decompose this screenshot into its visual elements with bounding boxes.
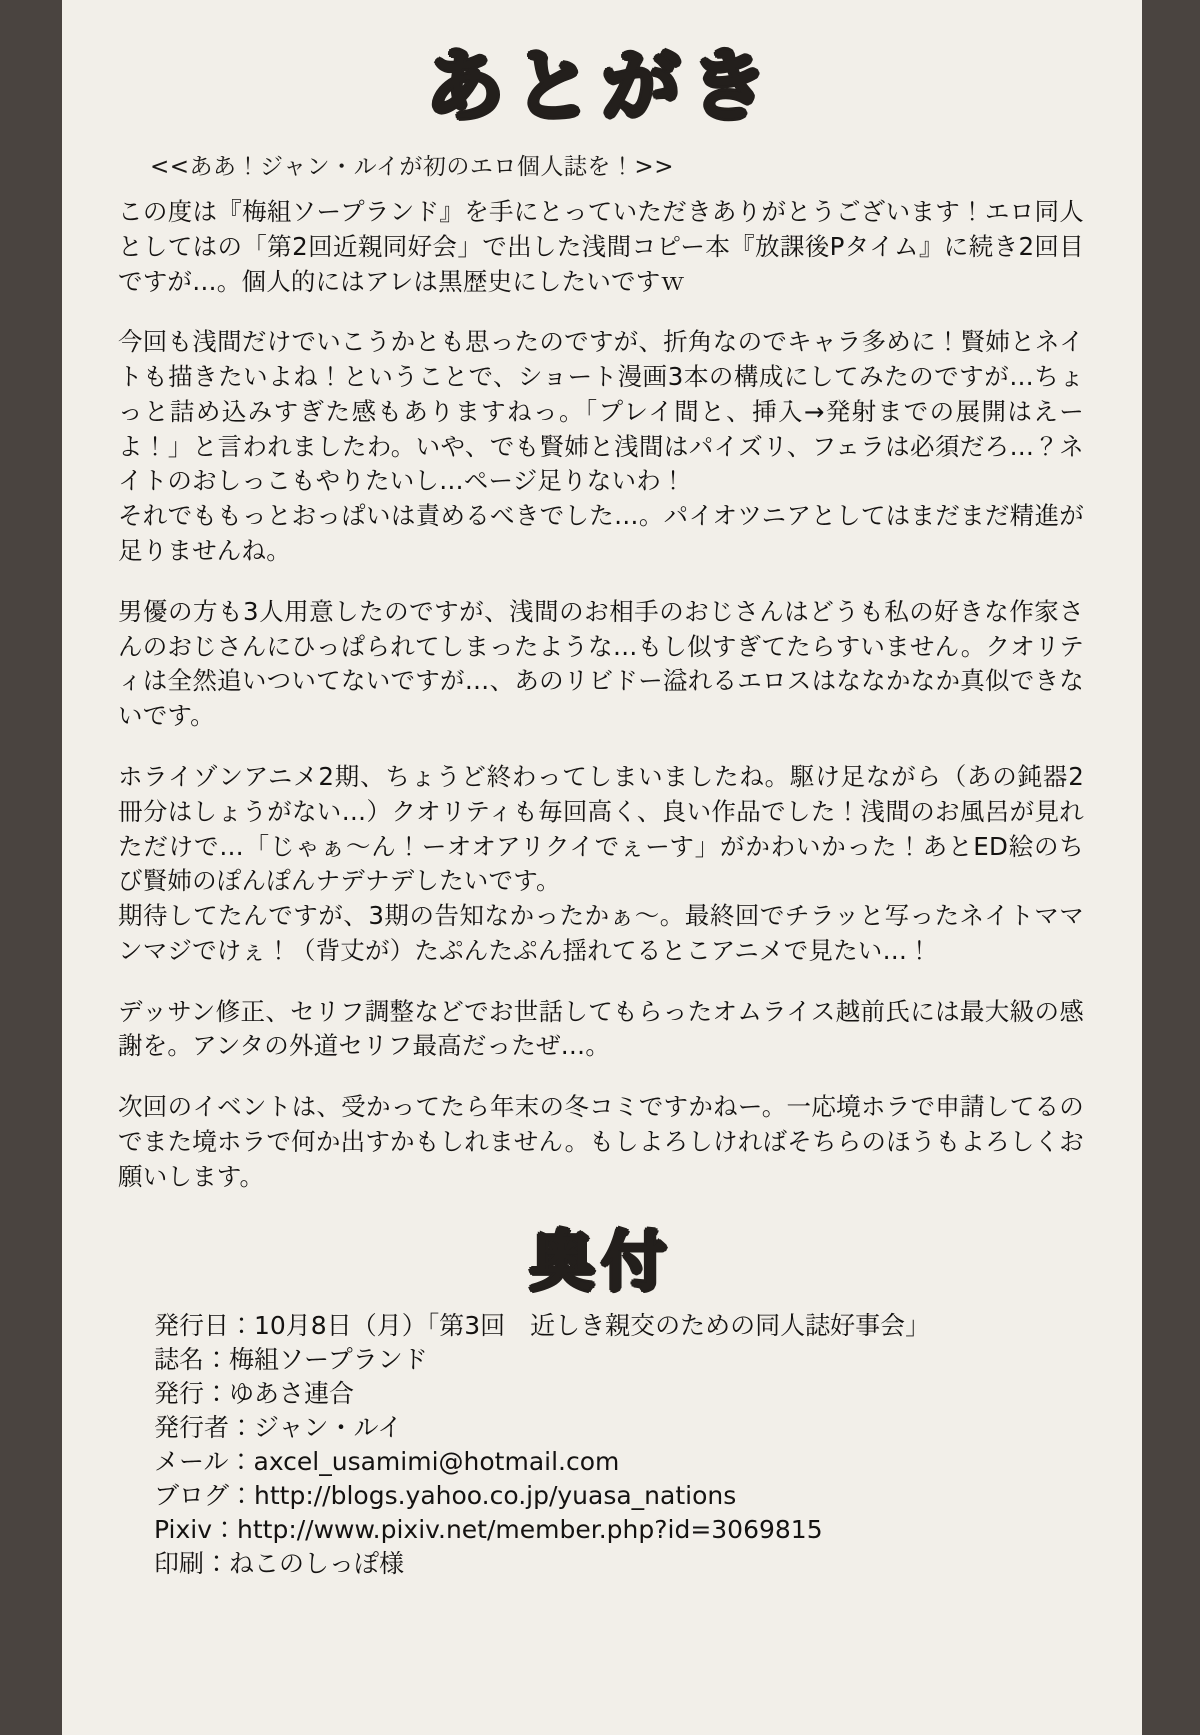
colophon-author: 発行者：ジャン・ルイ: [154, 1412, 403, 1442]
colophon-printer: 印刷：ねこのしっぽ様: [154, 1548, 405, 1578]
paragraph-6: 期待してたんですが、3期の告知なかったかぁ～。最終回でチラッと写ったネイトママンマジでけぇ！（背丈が）たぷんたぷん揺れてるとこアニメで見たい…！: [118, 901, 1084, 965]
colophon-publication-date: 発行日：10月8日（月）「第3回 近しき親交のための同人誌好事会」: [154, 1310, 931, 1340]
paragraph-2: 今回も浅間だけでいこうかとも思ったのですが、折角なのでキャラ多めに！賢姉とネイトも描きたいよね！ということで、ショート漫画3本の構成にしてみたのですが…ちょっと詰め込みすぎた感もありますねっ。「プレイ間と、挿入→発射までの展開はえーよ！」と言われましたわ。いや、でも賢姉と浅間はパイズリ、フェラは必須だろ…？ネイトのおしっこもやりたいし…ページ足りないわ！: [118, 327, 1084, 496]
colophon-email: メール：axcel_usamimi@hotmail.com: [154, 1446, 620, 1476]
colophon-heading-container: [62, 1221, 1142, 1300]
colophon-list: [62, 1309, 1142, 1581]
paragraph-7: デッサン修正、セリフ調整などでお世話してもらったオムライス越前氏には最大級の感謝を。アンタの外道セリフ最高だったぜ…。: [118, 996, 1084, 1061]
afterword-subtitle: <<ああ！ジャン・ルイが初のエロ個人誌を！>>: [150, 154, 674, 180]
document-page: [62, 0, 1142, 1735]
colophon-blog: ブログ：http://blogs.yahoo.co.jp/yuasa_nations: [154, 1480, 737, 1510]
paragraph-1: この度は『梅組ソープランド』を手にとっていただきありがとうございます！エロ同人としてはの「第2回近親同好会」で出した浅間コピー本『放課後Pタイム』に続き2回目ですが…。個人的にはアレは黒歴史にしたいですｗ: [118, 197, 1084, 296]
page-content: [62, 0, 1142, 1735]
afterword-heading: あとがき: [425, 42, 778, 132]
afterword-body: [62, 195, 1142, 1195]
paragraph-5: ホライゾンアニメ2期、ちょうど終わってしまいましたね。駆け足ながら（あの鈍器2冊分はしょうがない…）クオリティも毎回高く、良い作品でした！浅間のお風呂が見れただけで…「じゃぁ～ん！ーオオアリクイでぇーす」がかわいかった！あとED絵のちび賢姉のぽんぽんナデナデしたいです。: [118, 761, 1084, 896]
afterword-heading-container: [62, 0, 1142, 132]
colophon-pixiv: Pixiv：http://www.pixiv.net/member.php?id=3069815: [154, 1514, 823, 1544]
colophon-publisher: 発行：ゆあさ連合: [154, 1378, 355, 1408]
colophon-title: 誌名：梅組ソープランド: [154, 1344, 428, 1374]
paragraph-8: 次回のイベントは、受かってたら年末の冬コミですかねー。一応境ホラで申請してるのでまた境ホラで何か出すかもしれません。もしよろしければそちらのほうもよろしくお願いします。: [118, 1092, 1084, 1191]
paragraph-3: それでももっとおっぱいは責めるべきでした…。パイオツニアとしてはまだまだ精進が足りませんね。: [118, 501, 1084, 566]
paragraph-4: 男優の方も3人用意したのですが、浅間のお相手のおじさんはどうも私の好きな作家さんのおじさんにひっぱられてしまったような…もし似すぎてたらすいません。クオリティは全然追いついてないですが…、あのリビドー溢れるエロスはななかなか真似できないです。: [118, 596, 1084, 731]
colophon-heading: 奥付: [530, 1225, 674, 1300]
